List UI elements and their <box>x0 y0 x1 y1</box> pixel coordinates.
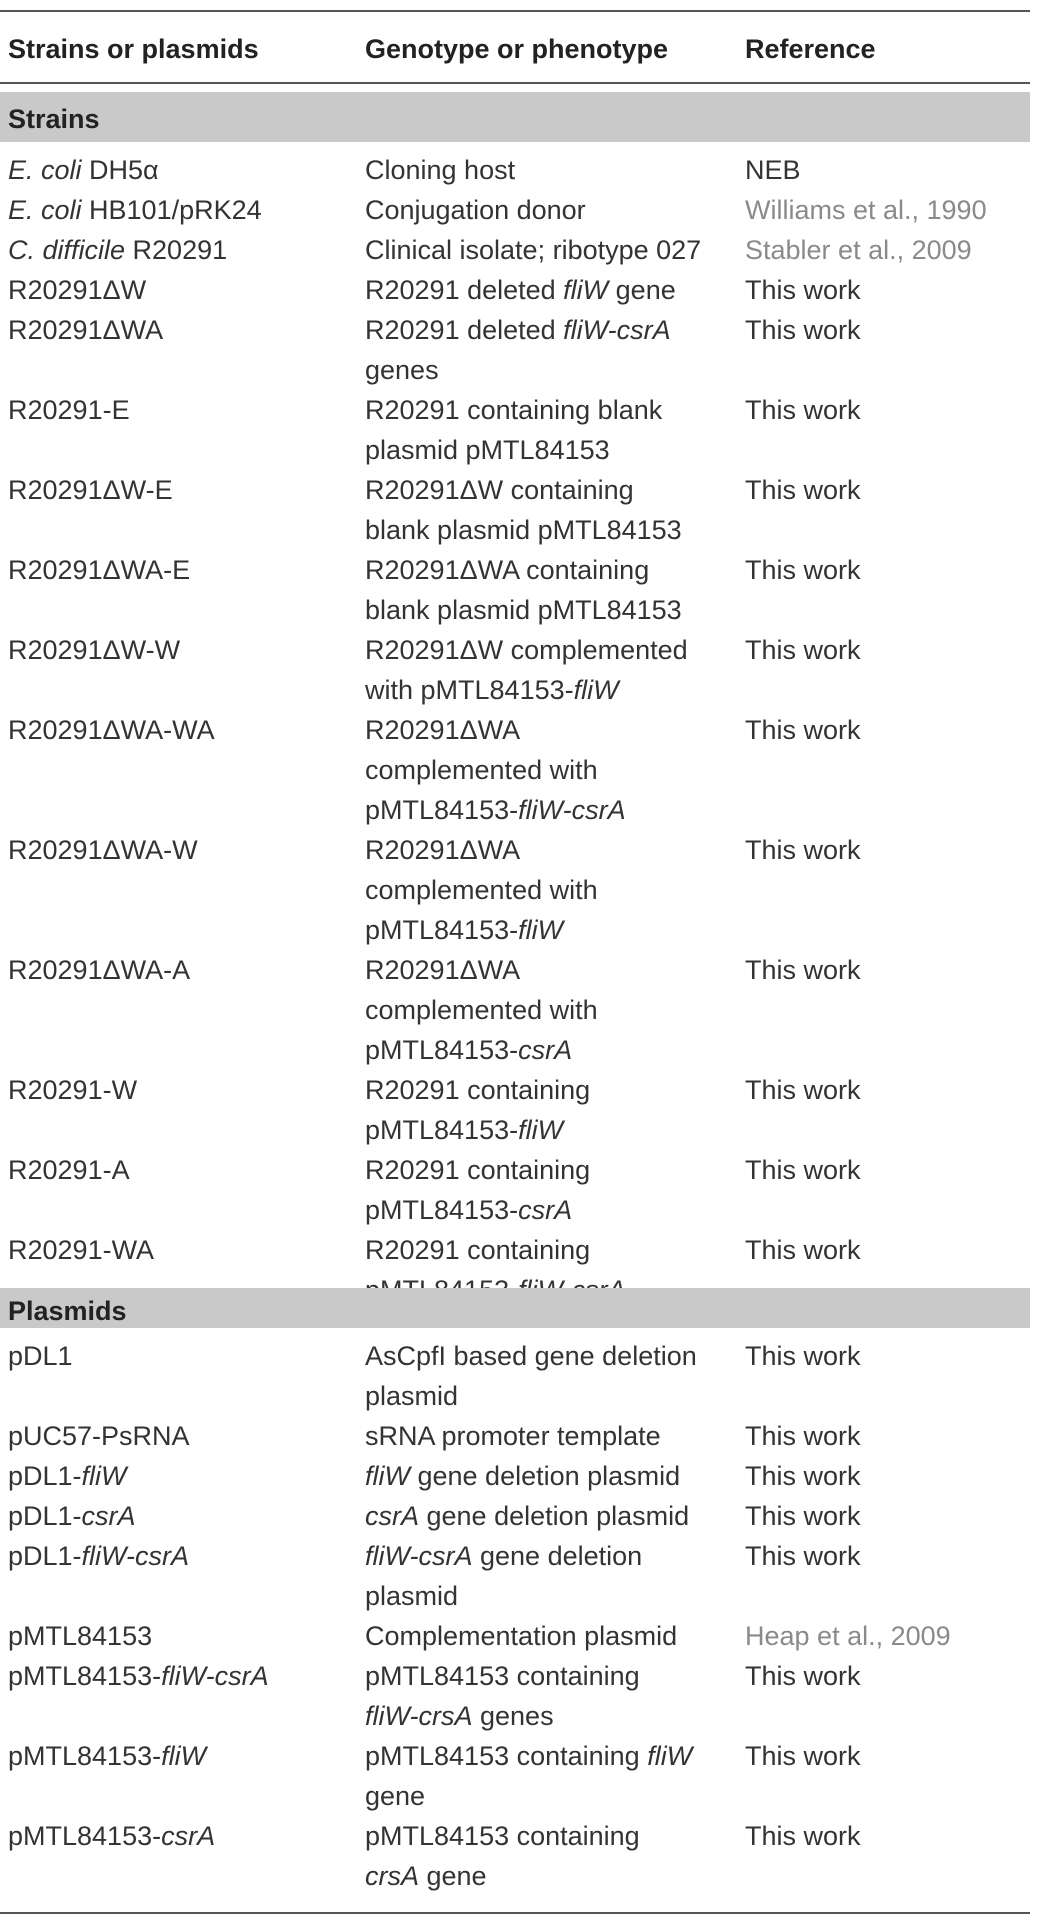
genotype-line: csrA gene deletion plasmid <box>365 1501 690 1531</box>
reference-cell: This work <box>745 1821 861 1851</box>
genotype-cell <box>365 950 730 1070</box>
strain-name-cell: pDL1-fliW <box>8 1461 127 1491</box>
genotype-cell <box>365 1616 730 1656</box>
genotype-line: pMTL84153-csrA <box>365 1035 573 1065</box>
genotype-line: plasmid <box>365 1381 459 1411</box>
genotype-line: complemented with <box>365 995 598 1025</box>
table-row <box>0 190 1030 230</box>
genotype-line: Complementation plasmid <box>365 1621 678 1651</box>
genotype-cell <box>365 1070 730 1150</box>
reference-cell: This work <box>745 1341 861 1371</box>
genotype-line: pMTL84153 containing <box>365 1821 640 1851</box>
genotype-line: plasmid pMTL84153 <box>365 435 610 465</box>
reference-cell: This work <box>745 275 861 305</box>
genotype-cell <box>365 150 730 190</box>
reference-cell: This work <box>745 555 861 585</box>
genotype-cell <box>365 390 730 470</box>
reference-cell: This work <box>745 1421 861 1451</box>
genotype-cell <box>365 1496 730 1536</box>
genotype-line: pMTL84153-fliW-csrA <box>365 795 626 825</box>
genotype-cell <box>365 630 730 710</box>
reference-link[interactable]: Heap et al., 2009 <box>745 1621 951 1651</box>
reference-cell: This work <box>745 955 861 985</box>
table-row <box>0 310 1030 390</box>
strain-name-cell: pMTL84153-fliW-csrA <box>8 1661 269 1691</box>
strain-name-cell: R20291ΔWA <box>8 315 164 345</box>
genotype-line: blank plasmid pMTL84153 <box>365 595 682 625</box>
genotype-cell <box>365 1456 730 1496</box>
strain-name-cell: E. coli DH5α <box>8 155 159 185</box>
table-row <box>0 150 1030 190</box>
genotype-line: blank plasmid pMTL84153 <box>365 515 682 545</box>
genotype-cell <box>365 1150 730 1230</box>
header-reference: Reference <box>745 34 876 64</box>
genotype-line: R20291ΔWA <box>365 955 521 985</box>
genotype-cell <box>365 230 730 270</box>
genotype-cell <box>365 190 730 230</box>
strain-name-cell: C. difficile R20291 <box>8 235 228 265</box>
strain-name-cell: R20291ΔWA-A <box>8 955 191 985</box>
genotype-cell <box>365 270 730 310</box>
genotype-cell <box>365 310 730 390</box>
table-row <box>0 1070 1030 1150</box>
genotype-line: pMTL84153-csrA <box>365 1195 573 1225</box>
strain-name-cell: R20291ΔWA-WA <box>8 715 215 745</box>
genotype-line: genes <box>365 355 439 385</box>
strain-name-cell: R20291ΔW <box>8 275 147 305</box>
genotype-line: crsA gene <box>365 1861 487 1891</box>
table-header-row <box>0 22 1030 80</box>
section-band-strains <box>0 92 1030 142</box>
strain-name-cell: R20291-A <box>8 1155 130 1185</box>
bottom-rule <box>0 1912 1030 1914</box>
strain-name-cell: pDL1-fliW-csrA <box>8 1541 190 1571</box>
strain-name-cell: pMTL84153-fliW <box>8 1741 207 1771</box>
table-row <box>0 830 1030 950</box>
strain-name-cell: R20291-WA <box>8 1235 155 1265</box>
genotype-cell <box>365 1656 730 1736</box>
header-rule <box>0 82 1030 84</box>
table-row <box>0 1736 1030 1816</box>
genotype-line: complemented with <box>365 755 598 785</box>
table-row <box>0 1656 1030 1736</box>
genotype-cell <box>365 1536 730 1616</box>
reference-cell: This work <box>745 1155 861 1185</box>
reference-cell: This work <box>745 1741 861 1771</box>
genotype-line: R20291ΔW complemented <box>365 635 688 665</box>
genotype-line: R20291ΔWA containing <box>365 555 650 585</box>
reference-cell: This work <box>745 1541 861 1571</box>
reference-cell: This work <box>745 835 861 865</box>
genotype-line: fliW-crsA genes <box>365 1701 554 1731</box>
table-row <box>0 710 1030 830</box>
header-strains: Strains or plasmids <box>8 34 259 64</box>
genotype-line: sRNA promoter template <box>365 1421 661 1451</box>
genotype-line: R20291 containing blank <box>365 395 663 425</box>
table-row <box>0 230 1030 270</box>
table-row <box>0 550 1030 630</box>
strain-name-cell: R20291-W <box>8 1075 138 1105</box>
strain-name-cell: R20291ΔWA-W <box>8 835 198 865</box>
genotype-line: AsCpfI based gene deletion <box>365 1341 697 1371</box>
reference-cell: This work <box>745 715 861 745</box>
reference-link[interactable]: Stabler et al., 2009 <box>745 235 972 265</box>
reference-cell: NEB <box>745 155 801 185</box>
reference-cell: This work <box>745 475 861 505</box>
genotype-line: R20291 deleted fliW-csrA <box>365 315 671 345</box>
reference-cell: This work <box>745 1235 861 1265</box>
reference-cell: This work <box>745 1661 861 1691</box>
reference-cell: This work <box>745 1461 861 1491</box>
table-row <box>0 1496 1030 1536</box>
strain-name-cell: E. coli HB101/pRK24 <box>8 195 262 225</box>
genotype-line: pMTL84153-fliW <box>365 915 564 945</box>
table-row <box>0 1150 1030 1230</box>
reference-cell: This work <box>745 635 861 665</box>
genotype-line: with pMTL84153-fliW <box>365 675 619 705</box>
genotype-line: pMTL84153 containing <box>365 1661 640 1691</box>
reference-cell: This work <box>745 1501 861 1531</box>
genotype-line: R20291 deleted fliW gene <box>365 275 676 305</box>
genotype-cell <box>365 1336 730 1416</box>
genotype-line: Cloning host <box>365 155 516 185</box>
table-row <box>0 1536 1030 1616</box>
table-row <box>0 470 1030 550</box>
genotype-line: Conjugation donor <box>365 195 586 225</box>
strain-name-cell: pMTL84153 <box>8 1621 153 1651</box>
genotype-line: R20291 containing <box>365 1075 591 1105</box>
table-row <box>0 1816 1030 1896</box>
genotype-cell <box>365 1416 730 1456</box>
genotype-line: R20291 containing <box>365 1235 591 1265</box>
genotype-line: fliW gene deletion plasmid <box>365 1461 681 1491</box>
strain-name-cell: pDL1 <box>8 1341 73 1371</box>
reference-link[interactable]: Williams et al., 1990 <box>745 195 987 225</box>
genotype-cell <box>365 830 730 950</box>
reference-cell: This work <box>745 315 861 345</box>
reference-cell: This work <box>745 395 861 425</box>
top-rule <box>0 10 1030 12</box>
genotype-line: plasmid <box>365 1581 459 1611</box>
table-row <box>0 1416 1030 1456</box>
section-band-plasmids <box>0 1288 1030 1328</box>
strain-name-cell: pDL1-csrA <box>8 1501 136 1531</box>
strain-name-cell: pUC57-PsRNA <box>8 1421 190 1451</box>
genotype-cell <box>365 470 730 550</box>
genotype-line: R20291ΔW containing <box>365 475 634 505</box>
genotype-line: gene <box>365 1781 426 1811</box>
reference-cell: This work <box>745 1075 861 1105</box>
genotype-line: pMTL84153 containing fliW <box>365 1741 693 1771</box>
strain-name-cell: R20291-E <box>8 395 130 425</box>
genotype-line: pMTL84153-fliW <box>365 1115 564 1145</box>
genotype-line: R20291ΔWA <box>365 835 521 865</box>
strain-name-cell: R20291ΔWA-E <box>8 555 191 585</box>
genotype-line: fliW-csrA gene deletion <box>365 1541 643 1571</box>
table-row <box>0 1336 1030 1416</box>
table-row <box>0 270 1030 310</box>
header-genotype: Genotype or phenotype <box>365 34 669 64</box>
strain-name-cell: R20291ΔW-E <box>8 475 173 505</box>
genotype-line: R20291 containing <box>365 1155 591 1185</box>
table-row <box>0 950 1030 1070</box>
strain-name-cell: pMTL84153-csrA <box>8 1821 216 1851</box>
genotype-line: R20291ΔWA <box>365 715 521 745</box>
genotype-cell <box>365 550 730 630</box>
genotype-cell <box>365 710 730 830</box>
table-row <box>0 390 1030 470</box>
genotype-cell <box>365 1816 730 1896</box>
table-row <box>0 1616 1030 1656</box>
table-row <box>0 1456 1030 1496</box>
section-label: Strains <box>8 104 100 134</box>
section-label: Plasmids <box>8 1296 127 1326</box>
genotype-line: complemented with <box>365 875 598 905</box>
genotype-cell <box>365 1736 730 1816</box>
table-row <box>0 630 1030 710</box>
genotype-line: Clinical isolate; ribotype 027 <box>365 235 702 265</box>
strain-name-cell: R20291ΔW-W <box>8 635 181 665</box>
